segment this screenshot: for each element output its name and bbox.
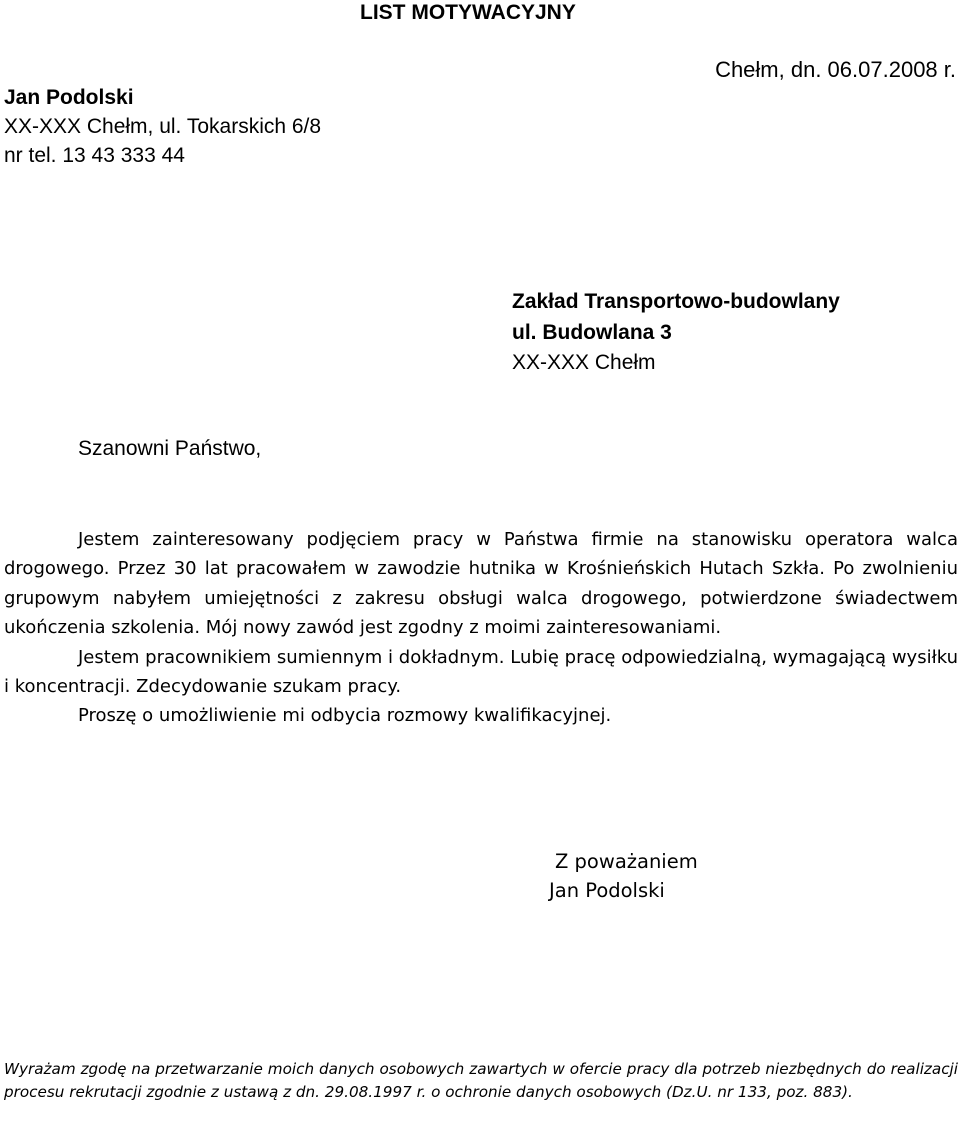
signature-name: Jan Podolski [549,879,665,902]
body-paragraph-3: Proszę o umożliwienie mi odbycia rozmowy kwalifikacyjnej. [78,705,612,727]
body-paragraph-2: Jestem pracownikiem sumiennym i dokładnym. Lubię pracę odpowiedzialną, wymagającą wysiłku i koncentracji. Zdecydowanie szukam pracy. [4,646,958,698]
sender-phone: nr tel. 13 43 333 44 [4,144,185,167]
data-consent-clause: Wyrażam zgodę na przetwarzanie moich danych osobowych zawartych w ofercie pracy dla potrzeb niezbędnych do realizacji procesu rekrutacji zgodnie z ustawą z dn. 29.08.1997 r. o ochronie danych osobowych (Dz.U. nr 133, poz. 883). [4,1060,958,1101]
recipient-city: XX-XXX Chełm [512,351,656,374]
body-paragraph-1: Jestem zainteresowany podjęciem pracy w Państwa firmie na stanowisku operatora walca drogowego. Przez 30 lat pracowałem w zawodzie hutnika w Krośnieńskich Hutach Szkła. Po zwolnieniu grupowym nabyłem umiejętności z zakresu obsługi walca drogowego, potwierdzone świadectwem ukończenia szkolenia. Mój nowy zawód jest zgodny z moimi zainteresowaniami. [4,529,958,639]
sender-name: Jan Podolski [4,86,134,109]
sender-address: XX-XXX Chełm, ul. Tokarskich 6/8 [4,115,322,138]
greeting: Szanowni Państwo, [78,437,262,460]
document-title: LIST MOTYWACYJNY [360,1,576,24]
recipient-street: ul. Budowlana 3 [512,321,672,344]
recipient-company: Zakład Transportowo-budowlany [512,290,840,313]
letter-body [4,525,958,731]
place-and-date: Chełm, dn. 06.07.2008 r. [715,57,956,82]
closing-phrase: Z poważaniem [555,850,698,873]
